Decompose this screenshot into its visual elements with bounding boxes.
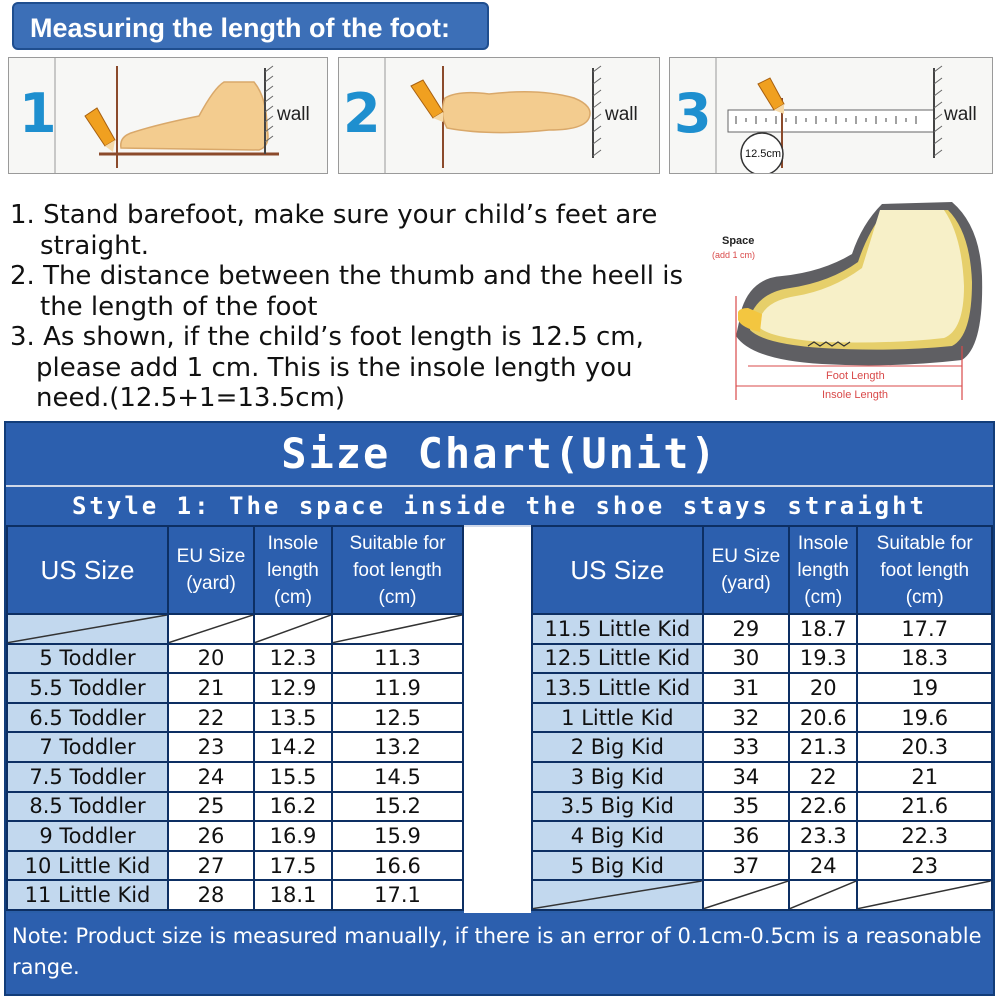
insole-length-cell: 16.2 — [254, 792, 332, 822]
table-row — [7, 732, 463, 762]
space-sub-label: (add 1 cm) — [712, 250, 756, 260]
insole-length-cell: 15.5 — [254, 762, 332, 792]
table-row — [532, 821, 992, 851]
pencil-icon — [758, 78, 784, 114]
table-row — [7, 821, 463, 851]
chart-style-line: Style 1: The space inside the shoe stays straight — [6, 487, 993, 527]
eu-size-cell: 35 — [703, 792, 789, 822]
us-size-cell — [532, 880, 703, 910]
us-size-cell: 5 Big Kid — [532, 851, 703, 881]
table-row — [532, 673, 992, 703]
us-size-cell: 2 Big Kid — [532, 732, 703, 762]
foot-length-cell: 20.3 — [857, 732, 992, 762]
step-3-panel — [669, 57, 993, 174]
header-us-size: US Size — [532, 526, 703, 614]
us-size-cell: 1 Little Kid — [532, 703, 703, 733]
insole-length-cell: 14.2 — [254, 732, 332, 762]
table-row — [532, 644, 992, 674]
foot-length-cell: 17.1 — [332, 880, 463, 910]
eu-size-cell: 24 — [168, 762, 254, 792]
table-row — [7, 851, 463, 881]
step-2-panel — [338, 57, 660, 174]
insole-length-cell: 22.6 — [789, 792, 857, 822]
foot-length-cell: 15.2 — [332, 792, 463, 822]
step-number: 3 — [674, 82, 712, 145]
us-size-cell: 8.5 Toddler — [7, 792, 168, 822]
eu-size-cell: 36 — [703, 821, 789, 851]
table-row — [7, 614, 463, 644]
eu-size-cell — [703, 880, 789, 910]
table-row — [532, 732, 992, 762]
instruction-1: 1. Stand barefoot, make sure your child’s feet are — [10, 200, 658, 230]
instruction-2: 2. The distance between the thumb and the heell is — [10, 261, 684, 291]
wall-label: wall — [605, 104, 638, 125]
insole-length-cell: 19.3 — [789, 644, 857, 674]
us-size-cell: 11.5 Little Kid — [532, 614, 703, 644]
us-size-cell: 6.5 Toddler — [7, 703, 168, 733]
insole-length-cell: 23.3 — [789, 821, 857, 851]
instruction-3-cont: please add 1 cm. This is the insole length you — [36, 352, 633, 383]
us-size-cell: 3 Big Kid — [532, 762, 703, 792]
eu-size-cell: 31 — [703, 673, 789, 703]
foot-length-label: Foot Length — [826, 370, 885, 382]
foot-length-cell: 14.5 — [332, 762, 463, 792]
eu-size-cell: 26 — [168, 821, 254, 851]
header-insole: Insole length (cm) — [254, 526, 332, 614]
eu-size-cell: 33 — [703, 732, 789, 762]
foot-length-cell: 16.6 — [332, 851, 463, 881]
size-table-left — [6, 525, 464, 911]
table-gap — [464, 527, 531, 913]
insole-length-cell — [789, 880, 857, 910]
table-row — [532, 762, 992, 792]
foot-length-cell — [857, 880, 992, 910]
us-size-cell: 3.5 Big Kid — [532, 792, 703, 822]
foot-length-cell: 21.6 — [857, 792, 992, 822]
eu-size-cell: 29 — [703, 614, 789, 644]
wall-label: wall — [277, 104, 310, 125]
table-row — [7, 762, 463, 792]
eu-size-cell: 27 — [168, 851, 254, 881]
foot-length-cell: 22.3 — [857, 821, 992, 851]
pencil-icon — [85, 108, 115, 152]
us-size-cell: 5 Toddler — [7, 644, 168, 674]
instruction-3: 3. As shown, if the child’s foot length is 12.5 cm, — [10, 322, 644, 352]
step-number: 1 — [19, 82, 57, 145]
wall-label: wall — [944, 104, 977, 125]
foot-length-cell: 12.5 — [332, 703, 463, 733]
table-row — [532, 614, 992, 644]
us-size-cell: 4 Big Kid — [532, 821, 703, 851]
space-label: Space — [722, 235, 755, 247]
foot-length-cell — [332, 614, 463, 644]
table-row — [7, 792, 463, 822]
size-chart — [4, 421, 995, 996]
insole-length-cell: 18.1 — [254, 880, 332, 910]
insole-length-cell: 18.7 — [789, 614, 857, 644]
chart-title: Size Chart(Unit) — [6, 423, 993, 487]
foot-length-cell: 21 — [857, 762, 992, 792]
eu-size-cell: 20 — [168, 644, 254, 674]
table-row — [7, 644, 463, 674]
insole-length-cell: 12.3 — [254, 644, 332, 674]
us-size-cell: 10 Little Kid — [7, 851, 168, 881]
insole-length-cell: 22 — [789, 762, 857, 792]
us-size-cell: 11 Little Kid — [7, 880, 168, 910]
foot-length-cell: 15.9 — [332, 821, 463, 851]
page-title: Measuring the length of the foot: — [12, 2, 489, 50]
insole-length-cell: 20.6 — [789, 703, 857, 733]
insole-length-cell: 13.5 — [254, 703, 332, 733]
measure-label: 12.5cm — [744, 148, 782, 160]
us-size-cell: 12.5 Little Kid — [532, 644, 703, 674]
insole-length-cell: 20 — [789, 673, 857, 703]
eu-size-cell: 22 — [168, 703, 254, 733]
header-us-size: US Size — [7, 526, 168, 614]
us-size-cell: 5.5 Toddler — [7, 673, 168, 703]
instruction-3-cont2: need.(12.5+1=13.5cm) — [36, 383, 346, 413]
eu-size-cell: 30 — [703, 644, 789, 674]
table-row — [532, 792, 992, 822]
pencil-icon — [411, 80, 443, 122]
foot-length-cell: 23 — [857, 851, 992, 881]
eu-size-cell: 23 — [168, 732, 254, 762]
table-row — [532, 880, 992, 910]
us-size-cell: 9 Toddler — [7, 821, 168, 851]
us-size-cell: 13.5 Little Kid — [532, 673, 703, 703]
eu-size-cell — [168, 614, 254, 644]
header-suitable: Suitable for foot length (cm) — [332, 526, 463, 614]
eu-size-cell: 21 — [168, 673, 254, 703]
insole-length-cell: 21.3 — [789, 732, 857, 762]
us-size-cell — [7, 614, 168, 644]
instruction-2-cont: the length of the foot — [40, 291, 318, 322]
insole-length-label: Insole Length — [822, 389, 889, 401]
size-table-right — [531, 525, 993, 911]
foot-length-cell: 11.9 — [332, 673, 463, 703]
step-number: 2 — [343, 82, 381, 145]
instructions — [10, 200, 710, 414]
insole-length-cell — [254, 614, 332, 644]
table-row — [7, 880, 463, 910]
table-row — [532, 851, 992, 881]
foot-length-cell: 13.2 — [332, 732, 463, 762]
foot-length-cell: 17.7 — [857, 614, 992, 644]
eu-size-cell: 28 — [168, 880, 254, 910]
insole-length-cell: 24 — [789, 851, 857, 881]
header-suitable: Suitable for foot length (cm) — [857, 526, 992, 614]
eu-size-cell: 37 — [703, 851, 789, 881]
eu-size-cell: 32 — [703, 703, 789, 733]
eu-size-cell: 34 — [703, 762, 789, 792]
foot-length-cell: 19.6 — [857, 703, 992, 733]
instruction-1-cont: straight. — [40, 230, 150, 261]
step-1-panel — [8, 57, 328, 174]
us-size-cell: 7.5 Toddler — [7, 762, 168, 792]
insole-length-cell: 17.5 — [254, 851, 332, 881]
table-row — [532, 703, 992, 733]
foot-length-cell: 19 — [857, 673, 992, 703]
table-row — [7, 703, 463, 733]
insole-length-cell: 12.9 — [254, 673, 332, 703]
chart-note: Note: Product size is measured manually, if there is an error of 0.1cm-0.5cm is a reasonable range. — [6, 913, 993, 994]
insole-length-cell: 16.9 — [254, 821, 332, 851]
eu-size-cell: 25 — [168, 792, 254, 822]
header-eu-size: EU Size (yard) — [168, 526, 254, 614]
header-insole: Insole length (cm) — [789, 526, 857, 614]
us-size-cell: 7 Toddler — [7, 732, 168, 762]
header-eu-size: EU Size (yard) — [703, 526, 789, 614]
foot-length-cell: 11.3 — [332, 644, 463, 674]
foot-length-cell: 18.3 — [857, 644, 992, 674]
table-row — [7, 673, 463, 703]
